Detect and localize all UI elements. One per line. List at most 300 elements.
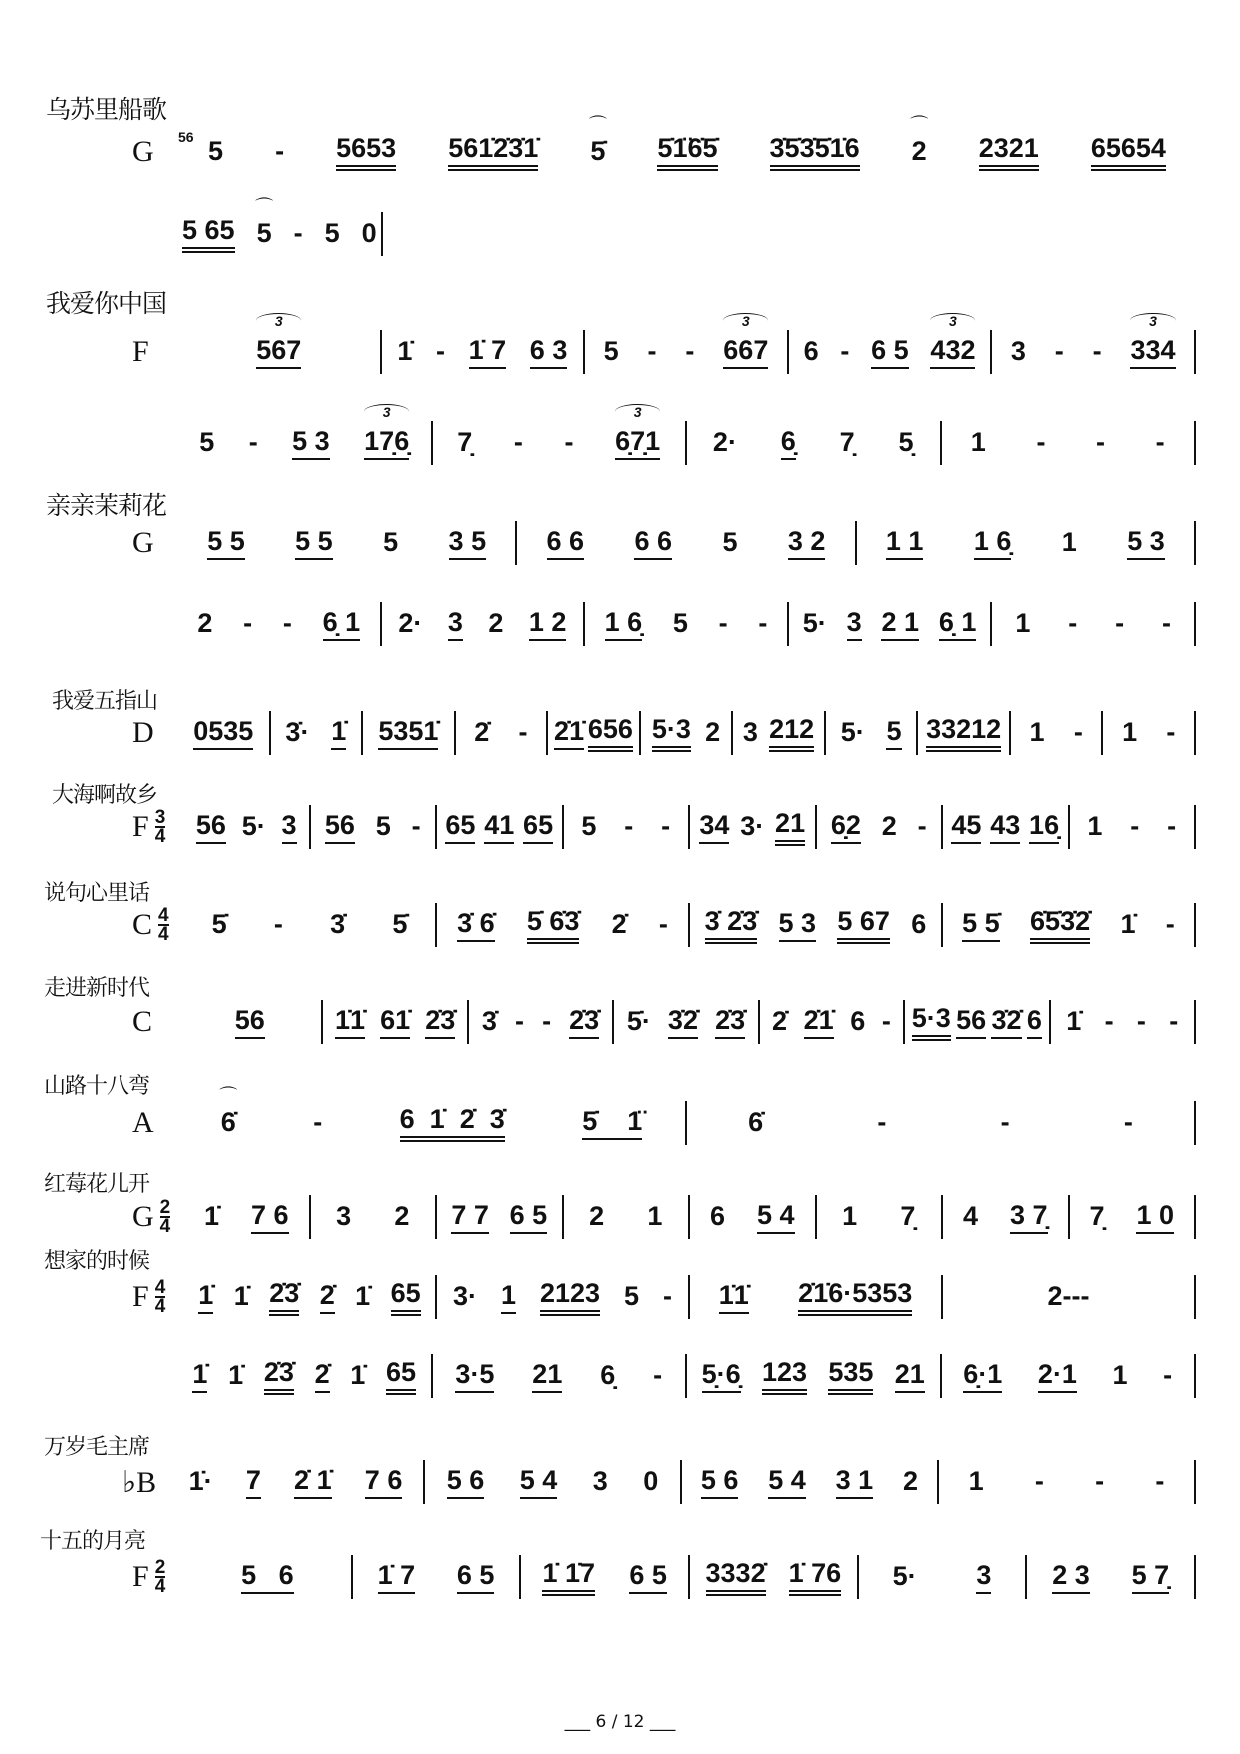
- note-text: 1̇: [350, 1360, 366, 1390]
- staff-line: [132, 518, 1196, 568]
- note-text: 6̣2: [830, 810, 861, 840]
- note-group: [911, 909, 926, 941]
- measure: [687, 1357, 940, 1395]
- note-text: 1̇ 7: [468, 335, 507, 365]
- measures: [178, 115, 1196, 177]
- note-group: [634, 526, 672, 560]
- measure: [178, 404, 431, 460]
- note-group: [847, 607, 862, 641]
- note-text: 1: [970, 427, 986, 457]
- measure: [178, 716, 269, 750]
- song-title: 走进新时代: [44, 976, 150, 1001]
- note-text: 5: [256, 218, 272, 248]
- note-group: [673, 608, 688, 640]
- measure: [1051, 1006, 1194, 1038]
- dash-note: [663, 1281, 672, 1313]
- song-title: 大海啊故乡: [52, 783, 158, 808]
- note-text: 5̇1̈6̇5̇: [657, 133, 718, 163]
- measure: [614, 1005, 757, 1039]
- note-text: 2: [197, 608, 213, 638]
- key-signature: [132, 335, 178, 369]
- dash-note: [758, 608, 767, 640]
- note-text: 21: [775, 808, 806, 838]
- dash-note: [412, 811, 421, 843]
- page-number-text: 6 / 12: [595, 1712, 645, 1732]
- note-text: 56: [234, 1005, 265, 1035]
- measure: [641, 714, 732, 752]
- key-label: D: [132, 716, 154, 749]
- note-text: -: [840, 336, 850, 366]
- note-text: 65: [390, 1278, 421, 1308]
- measure: [437, 810, 562, 844]
- note-group: [547, 526, 585, 560]
- note-text: 7 6: [364, 1465, 403, 1495]
- note-group: [1052, 1560, 1090, 1594]
- key-signature: [132, 1279, 184, 1315]
- fermata-icon: ⌒: [588, 115, 607, 135]
- note-group: [207, 526, 245, 560]
- note-text: 6̇: [748, 1107, 764, 1137]
- note-group: [837, 906, 890, 944]
- note-text: 656: [587, 714, 633, 744]
- note-group: [715, 1005, 745, 1039]
- note-text: -: [1155, 1466, 1165, 1496]
- note-group: [886, 526, 924, 560]
- note-text: 2: [881, 811, 897, 841]
- time-signature-top: 4: [154, 1277, 166, 1298]
- note-group: [331, 716, 346, 750]
- measure: [690, 906, 941, 944]
- note-group: [643, 1466, 658, 1498]
- measures: [178, 404, 1196, 468]
- measure: [184, 909, 435, 941]
- measure: [548, 714, 639, 752]
- note-text: 2: [589, 1201, 605, 1231]
- measure: [425, 1465, 680, 1499]
- bar-line: [1194, 1460, 1196, 1504]
- measure: [184, 1560, 351, 1594]
- note-group: [974, 526, 1012, 560]
- note-group: [588, 714, 633, 752]
- measure: [733, 714, 824, 752]
- note-group: [378, 716, 438, 750]
- triplet-mark: 3: [364, 404, 409, 419]
- note-text: -: [411, 811, 421, 841]
- dash-note: [514, 427, 523, 459]
- note-group: [1113, 1360, 1128, 1392]
- dash-note: [436, 336, 445, 368]
- note-group: [285, 717, 309, 749]
- song-title: 想家的时候: [44, 1249, 150, 1274]
- note-text: 1 2: [528, 607, 567, 637]
- note-text: 1̇1̇: [334, 1005, 366, 1035]
- note-text: 2̇3̇: [569, 1005, 600, 1035]
- measure: [826, 716, 917, 750]
- measure: [943, 1200, 1068, 1234]
- measure: [690, 1558, 857, 1596]
- song-title: 亲亲茉莉花: [46, 491, 167, 520]
- note-group: [530, 335, 568, 369]
- note-group: [910, 115, 929, 168]
- key-signature: [132, 1005, 178, 1039]
- note-group: [881, 607, 919, 641]
- key-label: F: [132, 1560, 149, 1593]
- note-group: [657, 133, 717, 171]
- note-text: 6: [1026, 1005, 1042, 1035]
- note-group: [1030, 717, 1045, 749]
- note-text: 2̇1̇: [803, 1005, 834, 1035]
- triplet-mark: 3: [1130, 313, 1175, 328]
- fermata-icon: ⌒: [910, 115, 929, 135]
- note-text: -: [1068, 608, 1078, 638]
- note-text: 7̣: [457, 427, 473, 457]
- note-text: 1: [968, 1466, 984, 1496]
- note-text: 3̇2̇: [667, 1005, 698, 1035]
- note-text: 6: [803, 336, 819, 366]
- note-group: [702, 1359, 741, 1393]
- note-group: [256, 313, 302, 369]
- note-group: [204, 1201, 219, 1233]
- note-text: 6̣: [600, 1360, 616, 1390]
- note-group: [455, 1359, 494, 1393]
- note-group: [882, 811, 897, 843]
- dash-note: [274, 909, 283, 941]
- song-title: 乌苏里船歌: [46, 95, 167, 124]
- note-text: 6: [709, 1201, 725, 1231]
- time-signature: [155, 809, 166, 845]
- note-group: [581, 811, 596, 843]
- note-text: -: [917, 811, 927, 841]
- note-text: -: [1054, 336, 1064, 366]
- note-group: [893, 1561, 917, 1593]
- note-text: 5 6: [700, 1465, 739, 1495]
- key-label: G: [132, 1200, 154, 1233]
- note-text: -: [1036, 427, 1046, 457]
- staff-line: [132, 900, 1196, 950]
- note-text: -: [1095, 1466, 1105, 1496]
- bar-line: [381, 212, 383, 256]
- note-text: -: [1165, 909, 1175, 939]
- note-text: -: [243, 608, 253, 638]
- note-text: 212: [769, 714, 815, 744]
- note-group: [831, 810, 861, 844]
- measure: [178, 1005, 321, 1039]
- note-text: 432: [930, 335, 976, 365]
- note-group: [320, 1280, 335, 1314]
- note-text: -: [661, 811, 671, 841]
- note-group: [457, 908, 495, 942]
- note-text: 56: [324, 810, 355, 840]
- note-text: 3·: [740, 811, 765, 841]
- note-group: [208, 136, 223, 168]
- note-text: 3: [336, 1201, 352, 1231]
- note-group: [335, 1005, 365, 1039]
- note-group: [1127, 526, 1165, 560]
- measure: [184, 810, 309, 844]
- measure: [271, 716, 362, 750]
- measure: [178, 1357, 431, 1395]
- note-group: [757, 1200, 795, 1234]
- time-signature-top: 2: [154, 1557, 166, 1578]
- note-group: [710, 1201, 725, 1233]
- note-text: 5̇: [392, 909, 408, 939]
- measure: [178, 526, 515, 560]
- note-group: [241, 1560, 294, 1594]
- measure: [433, 1359, 686, 1393]
- note-group: [445, 810, 475, 844]
- measure: [760, 1005, 903, 1039]
- note-text: -: [685, 336, 695, 366]
- note-group: [850, 1006, 865, 1038]
- note-text: -: [1166, 717, 1176, 747]
- measures: [178, 997, 1196, 1047]
- note-group: [398, 608, 422, 640]
- key-signature: [132, 809, 184, 845]
- note-text: 65: [523, 810, 554, 840]
- note-group: [569, 1005, 599, 1039]
- note-text: 5̇·: [626, 1006, 651, 1036]
- note-group: [798, 1278, 912, 1316]
- note-group: [448, 133, 538, 171]
- note-text: -: [282, 608, 292, 638]
- note-group: [1030, 906, 1090, 944]
- note-group: [886, 716, 901, 750]
- note-text: 1̇ 1̇7: [542, 1558, 596, 1588]
- staff-line: [122, 1457, 1196, 1507]
- measure: [168, 1465, 423, 1499]
- note-text: 7̣: [1089, 1201, 1105, 1231]
- note-text: -: [1092, 336, 1102, 366]
- measures: [184, 802, 1196, 852]
- dash-note: [1162, 608, 1171, 640]
- time-signature-bottom: 4: [154, 826, 166, 847]
- note-group: [386, 1357, 416, 1395]
- note-group: [588, 115, 607, 168]
- note-text: 2̇: [771, 1006, 787, 1036]
- time-signature-bottom: 4: [154, 1296, 166, 1317]
- measure: [859, 1560, 1026, 1594]
- note-text: 56: [956, 1005, 987, 1035]
- note-text: -: [1155, 427, 1165, 457]
- note-text: -: [542, 1006, 552, 1036]
- note-group: [199, 427, 214, 459]
- note-text: 43: [990, 810, 1021, 840]
- note-text: 3̇5̇3̇5̇1̇6: [769, 133, 860, 163]
- note-group: [605, 607, 643, 641]
- note-group: [350, 1360, 365, 1392]
- note-group: [529, 607, 567, 641]
- note-text: -: [647, 336, 657, 366]
- note-group: [554, 716, 584, 750]
- note-text: -: [436, 336, 446, 366]
- measure: [353, 1560, 520, 1594]
- dash-note: [1036, 427, 1045, 459]
- measure: [690, 1200, 815, 1234]
- note-text: -: [1163, 1360, 1173, 1390]
- note-group: [615, 404, 661, 460]
- note-group: [772, 1006, 787, 1038]
- note-group: [770, 133, 860, 171]
- note-group: [903, 1466, 918, 1498]
- note-text: 5·: [840, 717, 865, 747]
- note-group: [1089, 1201, 1104, 1233]
- fermata-icon: ⌒: [219, 1086, 238, 1106]
- staff-line: [132, 1351, 1196, 1401]
- note-text: 33212: [926, 714, 1002, 744]
- note-text: 1: [1087, 811, 1103, 841]
- note-text: 7̣: [900, 1201, 916, 1231]
- dash-note: [1130, 811, 1139, 843]
- measures: [184, 1552, 1196, 1602]
- note-group: [376, 811, 391, 843]
- time-signature-top: 3: [154, 807, 166, 828]
- note-text: 7 6: [250, 1200, 289, 1230]
- note-text: 2: [488, 608, 504, 638]
- measure: [178, 1086, 685, 1142]
- measures: [178, 708, 1196, 758]
- measures: [184, 900, 1196, 950]
- note-text: -: [1096, 427, 1106, 457]
- note-group: [769, 714, 814, 752]
- bar-line: [1194, 711, 1196, 755]
- note-text: 5 6: [446, 1465, 485, 1495]
- key-label: C: [132, 908, 153, 941]
- note-group: [899, 427, 914, 459]
- note-group: [474, 717, 489, 749]
- note-text: 5̇: [590, 136, 606, 166]
- note-text: 5: [624, 1281, 640, 1311]
- note-text: -: [1162, 608, 1172, 638]
- note-group: [447, 1465, 485, 1499]
- note-group: [189, 1466, 213, 1498]
- dash-note: [1156, 427, 1165, 459]
- key-label: F: [132, 335, 149, 368]
- note-text: 6̣·1: [963, 1359, 1003, 1389]
- note-text: 7̣: [839, 427, 855, 457]
- note-group: [315, 1359, 330, 1393]
- dash-note: [275, 136, 284, 168]
- dash-note: [283, 608, 292, 640]
- note-text: 1: [1061, 527, 1077, 557]
- note-text: 5 5: [295, 526, 333, 556]
- note-text: 5 3: [1127, 526, 1165, 556]
- note-text: 1̇: [203, 1201, 219, 1231]
- note-text: 65: [386, 1357, 417, 1387]
- note-text: -: [758, 608, 768, 638]
- note-text: 1 0: [1136, 1200, 1174, 1230]
- note-text: 5: [383, 527, 399, 557]
- note-text: 3̇: [330, 909, 346, 939]
- note-text: -: [1034, 1466, 1044, 1496]
- note-group: [488, 608, 503, 640]
- note-group: [668, 1005, 698, 1039]
- measures: [184, 1192, 1196, 1242]
- measure: [456, 717, 547, 749]
- note-group: [956, 1005, 986, 1039]
- note-group: [705, 906, 758, 944]
- note-text: -: [1104, 1006, 1114, 1036]
- dash-note: [565, 427, 574, 459]
- note-group: [457, 1560, 495, 1594]
- measure: [789, 607, 991, 641]
- note-group: [1038, 1359, 1077, 1393]
- note-text: 6̣7̣1: [615, 426, 661, 456]
- note-text: -: [653, 1360, 663, 1390]
- measure: [817, 810, 942, 844]
- note-text: 1: [1112, 1360, 1128, 1390]
- note-group: [325, 218, 340, 250]
- staff-line: [132, 997, 1196, 1047]
- dash-note: [661, 811, 670, 843]
- note-group: [842, 1201, 857, 1233]
- note-group: [705, 717, 720, 749]
- time-signature: [155, 1559, 166, 1595]
- time-signature: [158, 907, 169, 943]
- note-text: 5 65: [182, 215, 235, 245]
- measure: [433, 404, 686, 460]
- note-group: [449, 526, 487, 560]
- note-text: 334: [1130, 335, 1176, 365]
- note-group: [336, 133, 396, 171]
- note-text: 2̇3̇: [425, 1005, 456, 1035]
- note-text: 5 4: [768, 1465, 806, 1495]
- note-group: [520, 1465, 558, 1499]
- note-group: [192, 1359, 207, 1393]
- note-text: 6 5: [871, 335, 909, 365]
- note-group: [251, 1200, 289, 1234]
- note-text: 21: [532, 1359, 563, 1389]
- measure: [311, 810, 436, 844]
- note-group: [775, 808, 805, 846]
- measure: [382, 335, 584, 369]
- note-group: [912, 1003, 951, 1041]
- note-text: 5̇ 6̇3̇: [526, 906, 580, 936]
- note-group: [457, 427, 472, 459]
- note-text: 1̇ 7: [377, 1560, 416, 1590]
- note-group: [788, 526, 826, 560]
- note-group: [962, 908, 1000, 942]
- note-text: 65: [445, 810, 476, 840]
- note-group: [1015, 608, 1030, 640]
- measure: [564, 1201, 689, 1233]
- note-text: -: [881, 1006, 891, 1036]
- dash-note: [1115, 608, 1124, 640]
- key-signature: [132, 526, 178, 560]
- note-group: [330, 909, 345, 941]
- note-text: 41: [484, 810, 515, 840]
- note-text: -: [1167, 811, 1177, 841]
- note-group: [295, 526, 333, 560]
- note-group: [895, 1359, 925, 1393]
- note-group: [612, 909, 627, 941]
- note-text: 3 5: [448, 526, 487, 556]
- song-title: 山路十八弯: [44, 1074, 150, 1099]
- dash-note: [313, 1107, 322, 1139]
- note-group: [235, 1005, 265, 1039]
- note-group: [963, 1359, 1002, 1393]
- time-signature-top: 2: [159, 1197, 171, 1218]
- note-group: [976, 1560, 991, 1594]
- time-signature-top: 4: [158, 905, 169, 926]
- note-text: 3·5: [455, 1359, 495, 1389]
- dash-note: [685, 336, 694, 368]
- note-group: [392, 909, 407, 941]
- note-text: 6 6: [634, 526, 673, 556]
- staff-line: [132, 708, 1196, 758]
- bar-line: [1194, 1195, 1196, 1239]
- note-text: 2̇ 1̇: [294, 1465, 332, 1495]
- measures: [178, 197, 383, 259]
